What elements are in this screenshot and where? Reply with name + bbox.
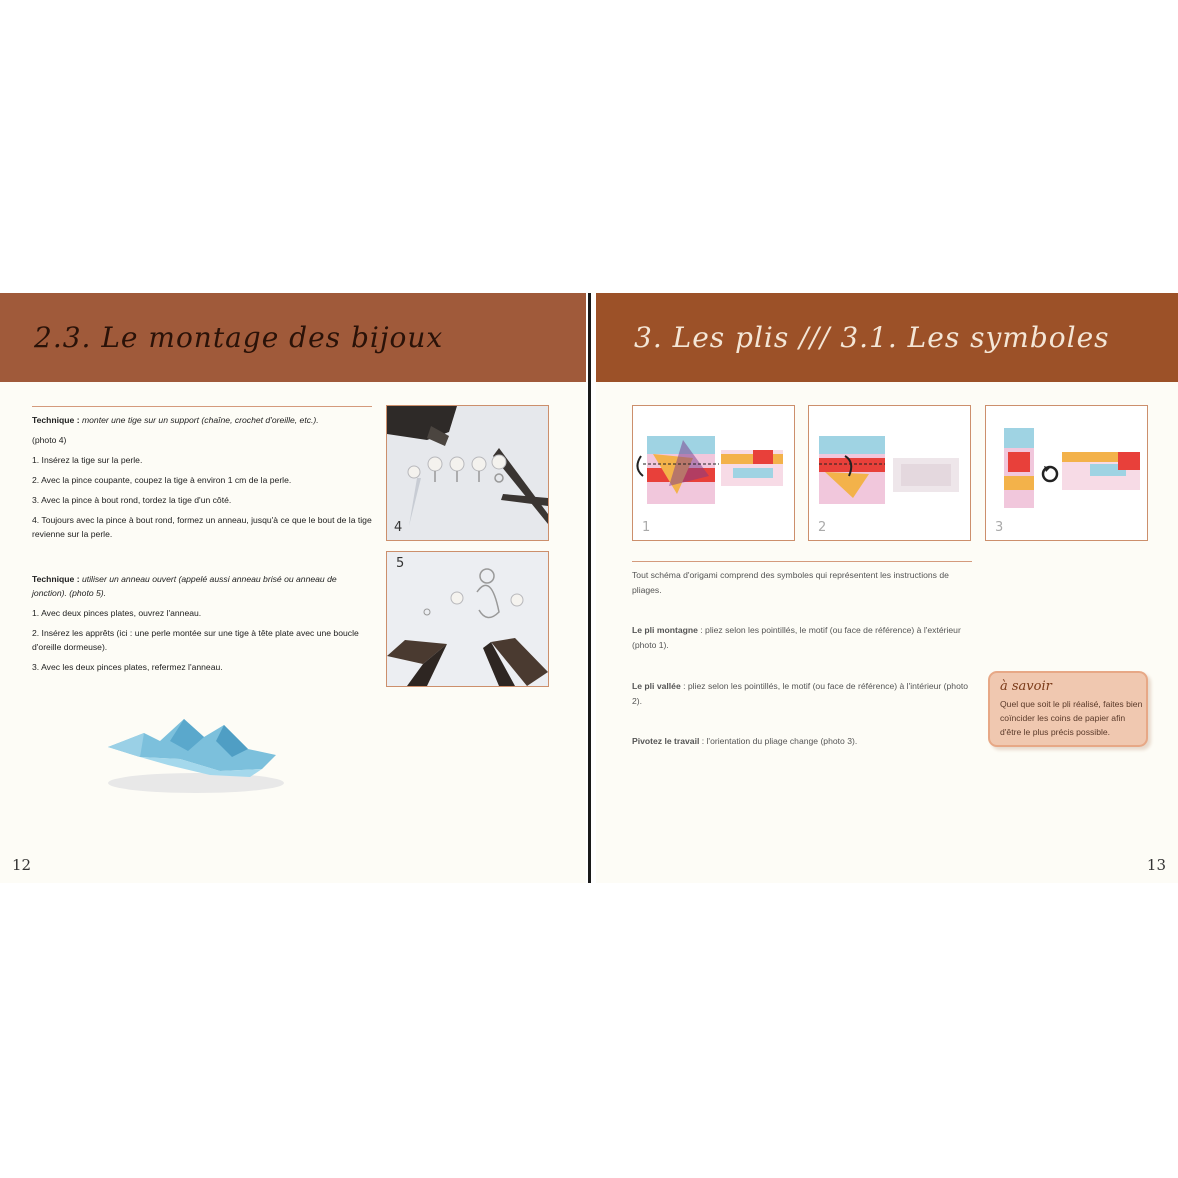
step: 2. Insérez les apprêts (ici : une perle montée sur une tige à tête plate avec une boucle d'oreille dormeuse).: [32, 628, 359, 652]
photo-number: 3: [995, 520, 1004, 535]
symbols-intro: Tout schéma d'origami comprend des symboles qui représentent les instructions de pliages.: [632, 570, 949, 595]
step: 4. Toujours avec la pince à bout rond, formez un anneau, jusqu'à ce que le bout de la tige revienne sur la perle.: [32, 515, 372, 539]
photo-4: [386, 405, 549, 541]
fold-desc: : l'orientation du pliage change (photo 3).: [699, 736, 858, 746]
left-title-banner: [0, 293, 586, 382]
technique-intro: monter une tige sur un support (chaîne, crochet d'oreille, etc.).: [81, 415, 319, 425]
step: 1. Insérez la tige sur la perle.: [32, 455, 143, 465]
mountain-fold-image: [633, 406, 794, 540]
divider: [32, 406, 372, 407]
fold-term: Le pli montagne: [632, 625, 698, 635]
step: 3. Avec la pince à bout rond, tordez la tige d'un côté.: [32, 495, 232, 505]
page-number: 12: [12, 856, 32, 874]
technique-intro: utiliser un anneau ouvert (appelé aussi anneau brisé ou anneau de jonction). (photo 5).: [32, 574, 337, 598]
photo-2: [808, 405, 971, 541]
left-page: [0, 293, 586, 883]
step: 3. Avec les deux pinces plates, refermez l'anneau.: [32, 662, 223, 672]
photo-1: [632, 405, 795, 541]
photo-number: 2: [818, 520, 827, 535]
photo-number: 5: [396, 556, 405, 571]
tip-title: à savoir: [1000, 679, 1052, 694]
fold-item-mountain: [632, 623, 972, 653]
valley-fold-image: [809, 406, 970, 540]
photo-ref: (photo 4): [32, 435, 67, 445]
fold-desc: : pliez selon les pointillés, le motif (ou face de référence) à l'intérieur (photo 2).: [632, 681, 969, 706]
fold-item-pivot: [632, 734, 972, 749]
origami-decoration: [100, 711, 285, 796]
right-title-banner: [596, 293, 1178, 382]
page-number: 13: [1146, 856, 1166, 874]
fold-desc: : pliez selon les pointillés, le motif (ou face de référence) à l'extérieur (photo 1).: [632, 625, 961, 650]
left-page-title: 2.3. Le montage des bijoux: [34, 321, 444, 354]
fold-term: Pivotez le travail: [632, 736, 700, 746]
right-page: [596, 293, 1178, 883]
right-page-title: 3. Les plis /// 3.1. Les symboles: [634, 321, 1110, 354]
step: 2. Avec la pince coupante, coupez la tige à environ 1 cm de la perle.: [32, 475, 292, 485]
fold-term: Le pli vallée: [632, 681, 681, 691]
pearl-pins-image: [387, 406, 548, 540]
tip-text: Quel que soit le pli réalisé, faites bien coïncider les coins de papier afin d'être le plus précis possible.: [1000, 699, 1143, 737]
ring-pliers-image: [387, 552, 548, 686]
technique-block-2: [32, 572, 372, 680]
pivot-image: [986, 406, 1147, 540]
photo-number: 1: [642, 520, 651, 535]
photo-5: [386, 551, 549, 687]
technique-heading: Technique :: [32, 415, 80, 425]
book-spine: [588, 293, 591, 883]
step: 1. Avec deux pinces plates, ouvrez l'anneau.: [32, 608, 202, 618]
technique-block-1: [32, 413, 372, 547]
photo-number: 4: [394, 520, 403, 535]
fold-item-valley: [632, 679, 972, 709]
photo-3: [985, 405, 1148, 541]
technique-heading: Technique :: [32, 574, 80, 584]
divider: [632, 561, 972, 562]
tip-box: [988, 671, 1148, 747]
